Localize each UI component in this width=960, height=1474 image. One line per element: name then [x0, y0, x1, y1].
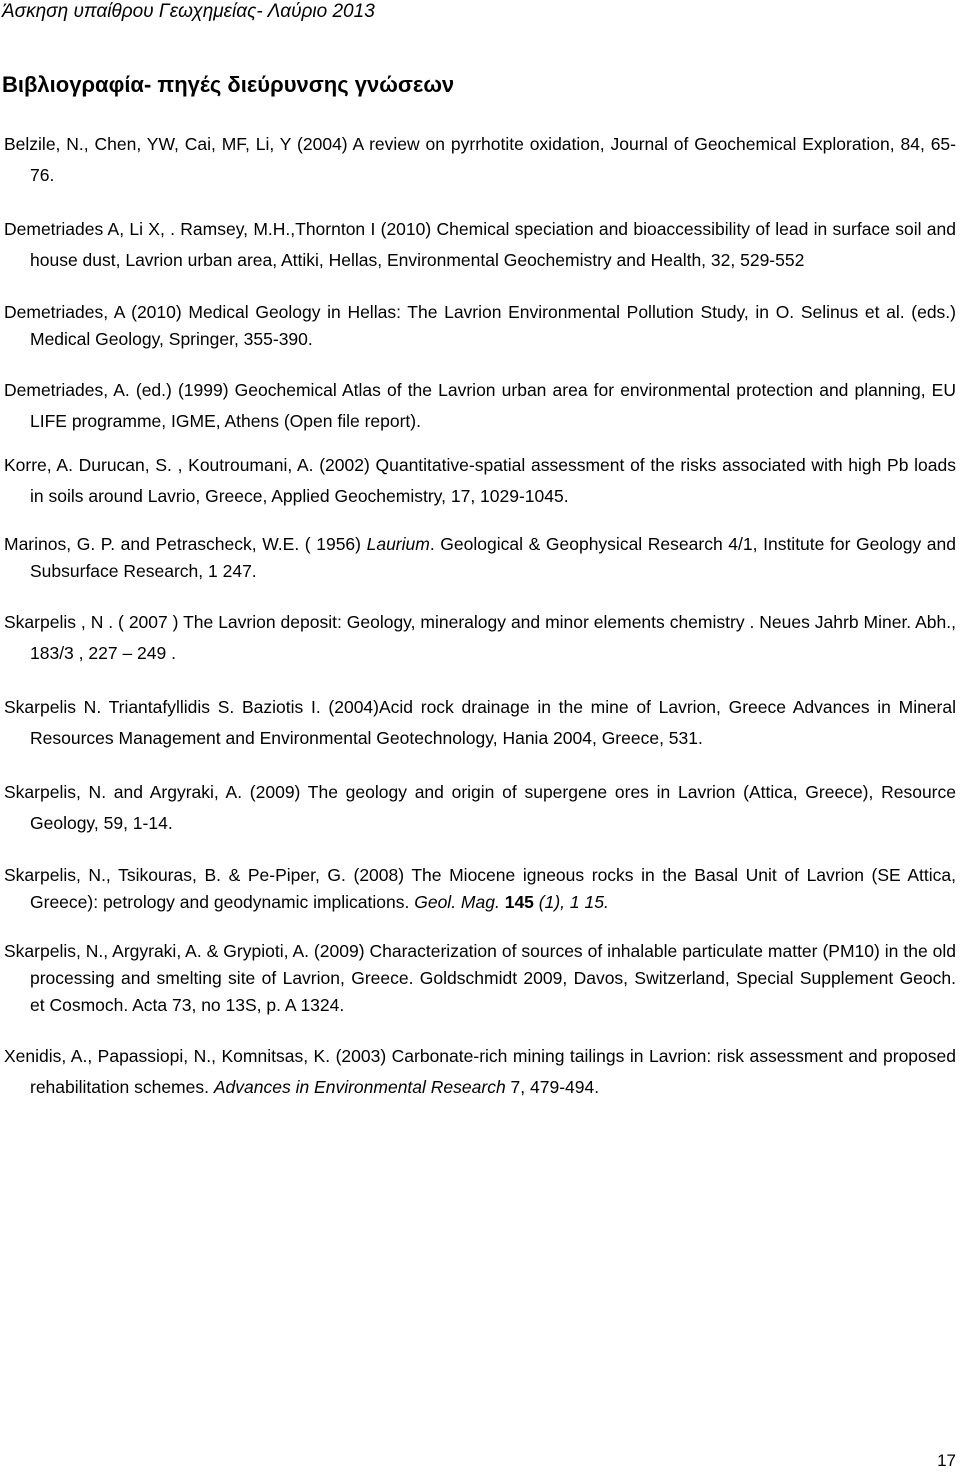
reference-marinos-title: Laurium [366, 534, 430, 554]
reference-skarpelis-2007: Skarpelis , N . ( 2007 ) The Lavrion deposit: Geology, mineralogy and minor elements chemistry . Neues Jahrb Miner. Abh., 183/3 , 227 – 249 . [4, 612, 956, 663]
reference-marinos-rest: . Geological & Geophysical Research 4/1, Institute for Geology and Subsurface Research, 1 247. [30, 534, 956, 581]
reference-skarpelis-argyraki-2009: Skarpelis, N. and Argyraki, A. (2009) The geology and origin of supergene ores in Lavrion (Attica, Greece), Resource Geology, 59, 1-14. [4, 782, 956, 833]
reference-xenidis-rest: 7, 479-494. [505, 1076, 600, 1097]
reference-belzile: Belzile, N., Chen, YW, Cai, MF, Li, Y (2004) A review on pyrrhotite oxidation, Journal of Geochemical Exploration, 84, 65-76. [4, 134, 956, 185]
reference-tsikouras-journal: Geol. Mag. [414, 892, 500, 912]
reference-xenidis [4, 1041, 956, 1102]
page-number: 17 [937, 1451, 956, 1470]
reference-skarpelis-tsikouras-2008 [4, 862, 956, 916]
reference-tsikouras-text: Skarpelis, N., Tsikouras, B. & Pe-Piper, G. (2008) The Miocene igneous rocks in the Basal Unit of Lavrion (SE Attica, Greece): petrology and geodynamic implications. [4, 865, 956, 912]
reference-tsikouras-issue: (1), 1 15. [533, 892, 609, 912]
reference-demetriades-1999: Demetriades, A. (ed.) (1999) Geochemical Atlas of the Lavrion urban area for environmental protection and planning, EU LIFE programme, IGME, Athens (Open file report). [4, 380, 956, 431]
reference-list [4, 129, 956, 1126]
reference-xenidis-text: Xenidis, A., Papassiopi, N., Komnitsas, K. (2003) Carbonate-rich mining tailings in Lavrion: risk assessment and proposed rehabilitation schemes. [4, 1046, 956, 1097]
reference-skarpelis-grypioti-2009: Skarpelis, N., Argyraki, A. & Grypioti, A. (2009) Characterization of sources of inhalable particulate matter (PM10) in the old processing and smelting site of Lavrion, Greece. Goldschmidt 2009, Davos, Switzerland, Special Supplement Geoch. et Cosmoch. Acta 73, no 13S, p. A 1324. [4, 941, 956, 1015]
reference-marinos-text: Marinos, G. P. and Petrascheck, W.E. ( 1956) [4, 534, 367, 554]
section-title: Βιβλιογραφία- πηγές διεύρυνσης γνώσεων [2, 72, 455, 97]
reference-demetriades-2010a: Demetriades A, Li X, . Ramsey, M.H.,Thornton I (2010) Chemical speciation and bioaccessibility of lead in surface soil and house dust, Lavrion urban area, Attiki, Hellas, Environmental Geochemistry and Health, 32, 529-552 [4, 219, 956, 270]
reference-marinos [4, 531, 956, 585]
running-header: Άσκηση υπαίθρου Γεωχημείας- Λαύριο 2013 [2, 1, 375, 22]
reference-korre: Korre, A. Durucan, S. , Koutroumani, A. (2002) Quantitative-spatial assessment of the risks associated with high Pb loads in soils around Lavrio, Greece, Applied Geochemistry, 17, 1029-1045. [4, 455, 956, 506]
reference-demetriades-2010b: Demetriades, A (2010) Medical Geology in Hellas: The Lavrion Environmental Pollution Study, in O. Selinus et al. (eds.) Medical Geology, Springer, 355-390. [4, 302, 956, 349]
reference-skarpelis-2004: Skarpelis N. Triantafyllidis S. Baziotis I. (2004)Acid rock drainage in the mine of Lavrion, Greece Advances in Mineral Resources Management and Environmental Geotechnology, Hania 2004, Greece, 531. [4, 697, 956, 748]
reference-tsikouras-volume: 145 [504, 892, 534, 912]
reference-xenidis-journal: Advances in Environmental Research [213, 1076, 506, 1097]
